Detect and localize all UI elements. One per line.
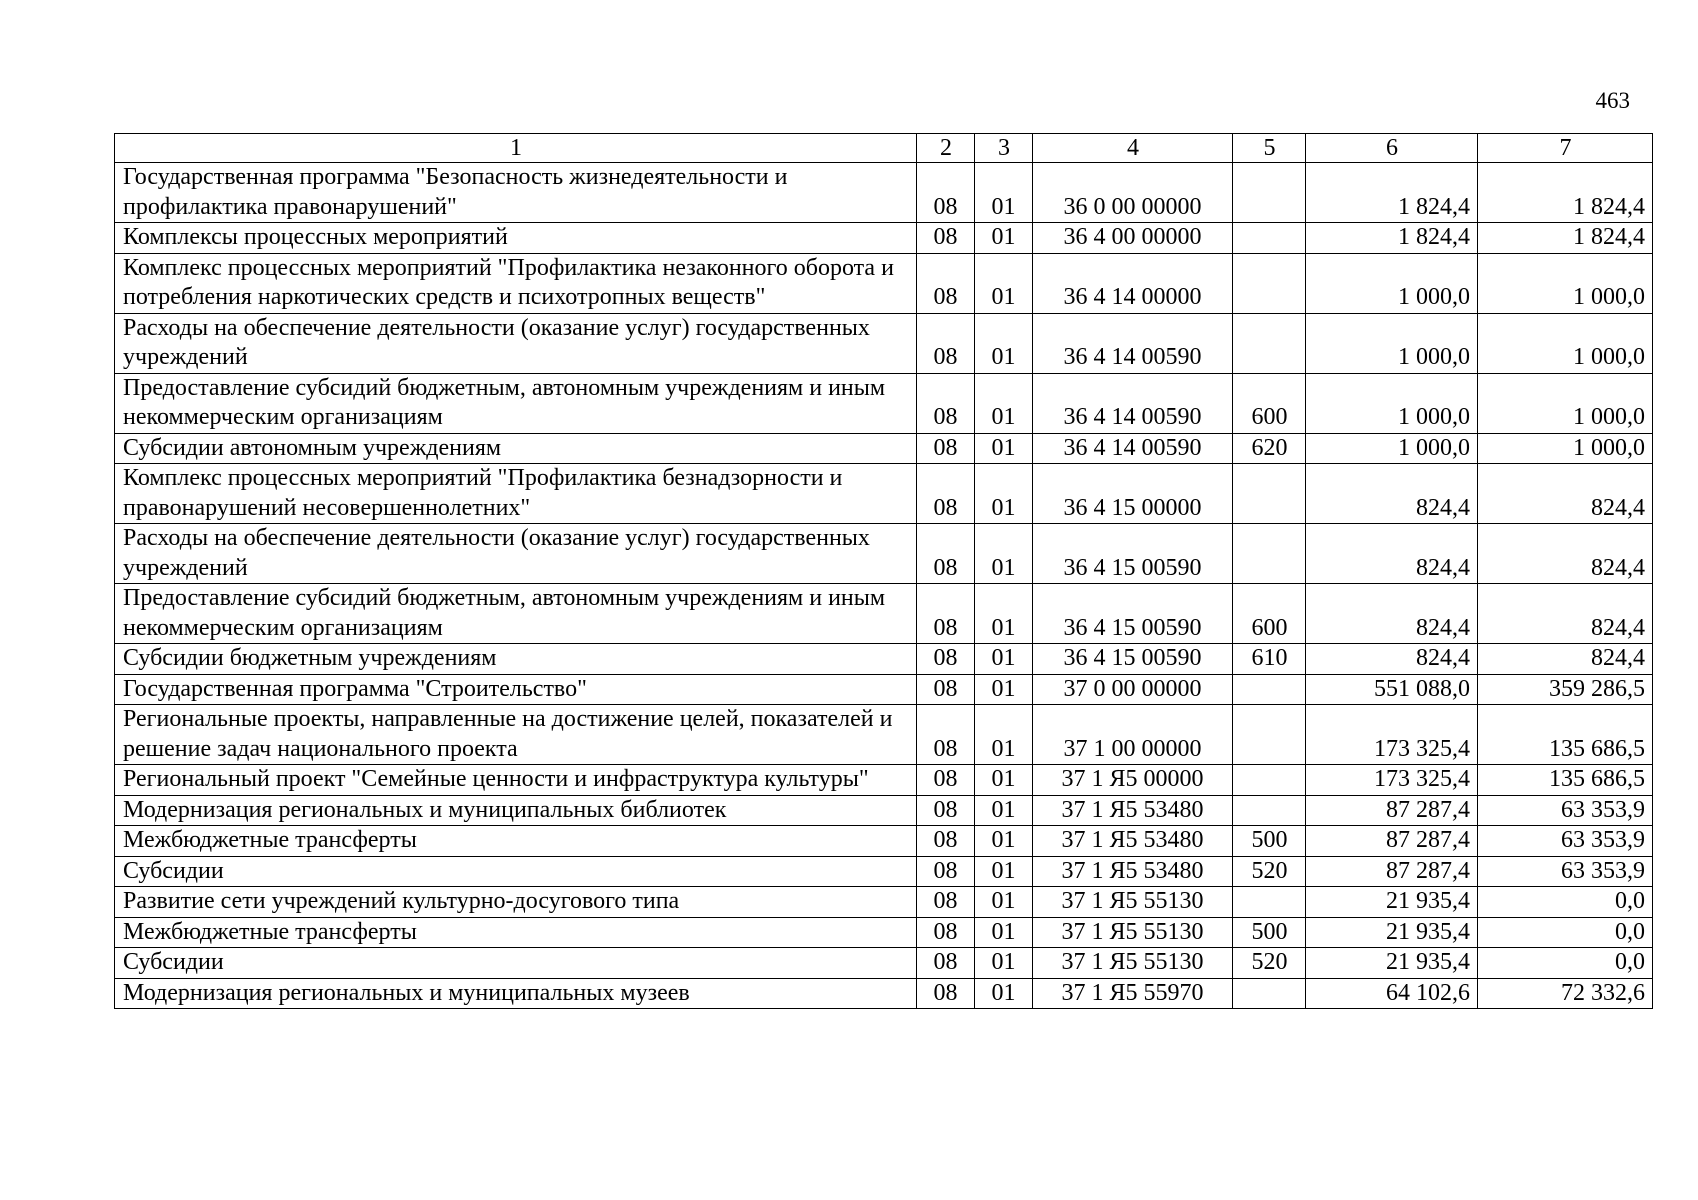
page-number: 463 [1595,88,1630,113]
amount-year2-cell: 72 332,6 [1478,978,1653,1009]
section-code-cell: 08 [917,524,975,584]
subsection-code-cell: 01 [975,584,1033,644]
subsection-code-cell: 01 [975,856,1033,887]
table-row [115,163,1653,223]
budget-table [114,133,1653,1009]
expense-type-cell [1233,674,1306,705]
target-article-cell: 37 1 Я5 53480 [1033,795,1233,826]
subsection-code-cell: 01 [975,948,1033,979]
row-name-cell: Субсидии [115,948,917,979]
expense-type-cell [1233,313,1306,373]
row-name-cell: Комплекс процессных мероприятий "Профилактика безнадзорности и правонарушений несовершеннолетних" [115,464,917,524]
amount-year1-cell: 87 287,4 [1306,795,1478,826]
amount-year2-cell: 0,0 [1478,917,1653,948]
amount-year1-cell: 173 325,4 [1306,705,1478,765]
amount-year2-cell: 1 824,4 [1478,163,1653,223]
row-name-cell: Субсидии [115,856,917,887]
row-name-cell: Предоставление субсидий бюджетным, автономным учреждениям и иным некоммерческим организациям [115,584,917,644]
subsection-code-cell: 01 [975,978,1033,1009]
table-row [115,948,1653,979]
expense-type-cell [1233,765,1306,796]
amount-year1-cell: 1 000,0 [1306,253,1478,313]
row-name-cell: Региональный проект "Семейные ценности и инфраструктура культуры" [115,765,917,796]
column-header: 5 [1233,134,1306,163]
table-row [115,978,1653,1009]
amount-year2-cell: 359 286,5 [1478,674,1653,705]
table-row [115,705,1653,765]
section-code-cell: 08 [917,795,975,826]
subsection-code-cell: 01 [975,795,1033,826]
amount-year1-cell: 551 088,0 [1306,674,1478,705]
column-header: 7 [1478,134,1653,163]
expense-type-cell [1233,887,1306,918]
expense-type-cell [1233,795,1306,826]
expense-type-cell: 600 [1233,584,1306,644]
expense-type-cell [1233,253,1306,313]
expense-type-cell: 500 [1233,826,1306,857]
subsection-code-cell: 01 [975,917,1033,948]
amount-year2-cell: 824,4 [1478,584,1653,644]
amount-year2-cell: 135 686,5 [1478,765,1653,796]
subsection-code-cell: 01 [975,887,1033,918]
target-article-cell: 37 1 Я5 55130 [1033,948,1233,979]
subsection-code-cell: 01 [975,223,1033,254]
amount-year1-cell: 824,4 [1306,584,1478,644]
section-code-cell: 08 [917,433,975,464]
amount-year1-cell: 1 824,4 [1306,163,1478,223]
subsection-code-cell: 01 [975,464,1033,524]
row-name-cell: Межбюджетные трансферты [115,826,917,857]
amount-year1-cell: 21 935,4 [1306,887,1478,918]
amount-year2-cell: 0,0 [1478,887,1653,918]
table-row [115,584,1653,644]
table-row [115,373,1653,433]
table-row [115,223,1653,254]
target-article-cell: 37 1 Я5 53480 [1033,826,1233,857]
section-code-cell: 08 [917,674,975,705]
amount-year1-cell: 87 287,4 [1306,826,1478,857]
section-code-cell: 08 [917,313,975,373]
table-body [115,163,1653,1009]
amount-year1-cell: 173 325,4 [1306,765,1478,796]
expense-type-cell: 620 [1233,433,1306,464]
amount-year1-cell: 1 000,0 [1306,433,1478,464]
expense-type-cell [1233,163,1306,223]
target-article-cell: 37 1 00 00000 [1033,705,1233,765]
amount-year2-cell: 1 000,0 [1478,253,1653,313]
amount-year1-cell: 1 000,0 [1306,373,1478,433]
table-row [115,674,1653,705]
target-article-cell: 36 4 15 00590 [1033,644,1233,675]
table-row [115,887,1653,918]
amount-year2-cell: 0,0 [1478,948,1653,979]
row-name-cell: Расходы на обеспечение деятельности (оказание услуг) государственных учреждений [115,524,917,584]
amount-year2-cell: 135 686,5 [1478,705,1653,765]
row-name-cell: Расходы на обеспечение деятельности (оказание услуг) государственных учреждений [115,313,917,373]
section-code-cell: 08 [917,948,975,979]
section-code-cell: 08 [917,978,975,1009]
amount-year1-cell: 1 824,4 [1306,223,1478,254]
section-code-cell: 08 [917,917,975,948]
table-row [115,644,1653,675]
table-header-row [115,134,1653,163]
amount-year1-cell: 21 935,4 [1306,917,1478,948]
target-article-cell: 36 4 14 00590 [1033,313,1233,373]
table-row [115,856,1653,887]
target-article-cell: 36 4 00 00000 [1033,223,1233,254]
amount-year2-cell: 1 000,0 [1478,313,1653,373]
amount-year1-cell: 87 287,4 [1306,856,1478,887]
expense-type-cell: 520 [1233,948,1306,979]
section-code-cell: 08 [917,464,975,524]
section-code-cell: 08 [917,705,975,765]
target-article-cell: 36 4 15 00590 [1033,524,1233,584]
expense-type-cell: 520 [1233,856,1306,887]
row-name-cell: Субсидии бюджетным учреждениям [115,644,917,675]
amount-year2-cell: 1 824,4 [1478,223,1653,254]
target-article-cell: 37 1 Я5 53480 [1033,856,1233,887]
subsection-code-cell: 01 [975,705,1033,765]
amount-year1-cell: 824,4 [1306,644,1478,675]
subsection-code-cell: 01 [975,163,1033,223]
subsection-code-cell: 01 [975,373,1033,433]
target-article-cell: 36 4 14 00590 [1033,433,1233,464]
table-row [115,524,1653,584]
section-code-cell: 08 [917,765,975,796]
column-header: 2 [917,134,975,163]
row-name-cell: Модернизация региональных и муниципальных музеев [115,978,917,1009]
expense-type-cell: 610 [1233,644,1306,675]
section-code-cell: 08 [917,223,975,254]
amount-year2-cell: 1 000,0 [1478,373,1653,433]
row-name-cell: Субсидии автономным учреждениям [115,433,917,464]
subsection-code-cell: 01 [975,313,1033,373]
section-code-cell: 08 [917,584,975,644]
subsection-code-cell: 01 [975,524,1033,584]
amount-year2-cell: 824,4 [1478,524,1653,584]
section-code-cell: 08 [917,887,975,918]
section-code-cell: 08 [917,644,975,675]
table-row [115,253,1653,313]
expense-type-cell: 500 [1233,917,1306,948]
row-name-cell: Развитие сети учреждений культурно-досугового типа [115,887,917,918]
target-article-cell: 37 1 Я5 55130 [1033,887,1233,918]
table-row [115,917,1653,948]
target-article-cell: 37 1 Я5 00000 [1033,765,1233,796]
section-code-cell: 08 [917,856,975,887]
column-header: 3 [975,134,1033,163]
column-header: 1 [115,134,917,163]
amount-year1-cell: 824,4 [1306,464,1478,524]
row-name-cell: Межбюджетные трансферты [115,917,917,948]
expense-type-cell [1233,223,1306,254]
subsection-code-cell: 01 [975,765,1033,796]
row-name-cell: Государственная программа "Строительство" [115,674,917,705]
table-row [115,795,1653,826]
table-row [115,313,1653,373]
table-row [115,464,1653,524]
row-name-cell: Региональные проекты, направленные на достижение целей, показателей и решение задач национального проекта [115,705,917,765]
target-article-cell: 36 0 00 00000 [1033,163,1233,223]
target-article-cell: 37 1 Я5 55970 [1033,978,1233,1009]
amount-year2-cell: 824,4 [1478,464,1653,524]
row-name-cell: Государственная программа "Безопасность жизнедеятельности и профилактика правонарушений" [115,163,917,223]
subsection-code-cell: 01 [975,644,1033,675]
amount-year2-cell: 63 353,9 [1478,856,1653,887]
expense-type-cell [1233,524,1306,584]
subsection-code-cell: 01 [975,433,1033,464]
amount-year1-cell: 1 000,0 [1306,313,1478,373]
expense-type-cell [1233,705,1306,765]
subsection-code-cell: 01 [975,253,1033,313]
subsection-code-cell: 01 [975,674,1033,705]
row-name-cell: Модернизация региональных и муниципальных библиотек [115,795,917,826]
target-article-cell: 36 4 14 00000 [1033,253,1233,313]
expense-type-cell [1233,978,1306,1009]
amount-year2-cell: 63 353,9 [1478,795,1653,826]
row-name-cell: Предоставление субсидий бюджетным, автономным учреждениям и иным некоммерческим организациям [115,373,917,433]
amount-year1-cell: 64 102,6 [1306,978,1478,1009]
amount-year1-cell: 21 935,4 [1306,948,1478,979]
expense-type-cell [1233,464,1306,524]
target-article-cell: 36 4 15 00000 [1033,464,1233,524]
target-article-cell: 37 0 00 00000 [1033,674,1233,705]
amount-year2-cell: 1 000,0 [1478,433,1653,464]
section-code-cell: 08 [917,373,975,433]
section-code-cell: 08 [917,253,975,313]
amount-year2-cell: 824,4 [1478,644,1653,675]
column-header: 4 [1033,134,1233,163]
subsection-code-cell: 01 [975,826,1033,857]
table-row [115,826,1653,857]
section-code-cell: 08 [917,163,975,223]
target-article-cell: 36 4 14 00590 [1033,373,1233,433]
row-name-cell: Комплекс процессных мероприятий "Профилактика незаконного оборота и потребления наркотических средств и психотропных веществ" [115,253,917,313]
target-article-cell: 36 4 15 00590 [1033,584,1233,644]
table-row [115,433,1653,464]
expense-type-cell: 600 [1233,373,1306,433]
row-name-cell: Комплексы процессных мероприятий [115,223,917,254]
section-code-cell: 08 [917,826,975,857]
table-row [115,765,1653,796]
target-article-cell: 37 1 Я5 55130 [1033,917,1233,948]
column-header: 6 [1306,134,1478,163]
amount-year1-cell: 824,4 [1306,524,1478,584]
amount-year2-cell: 63 353,9 [1478,826,1653,857]
